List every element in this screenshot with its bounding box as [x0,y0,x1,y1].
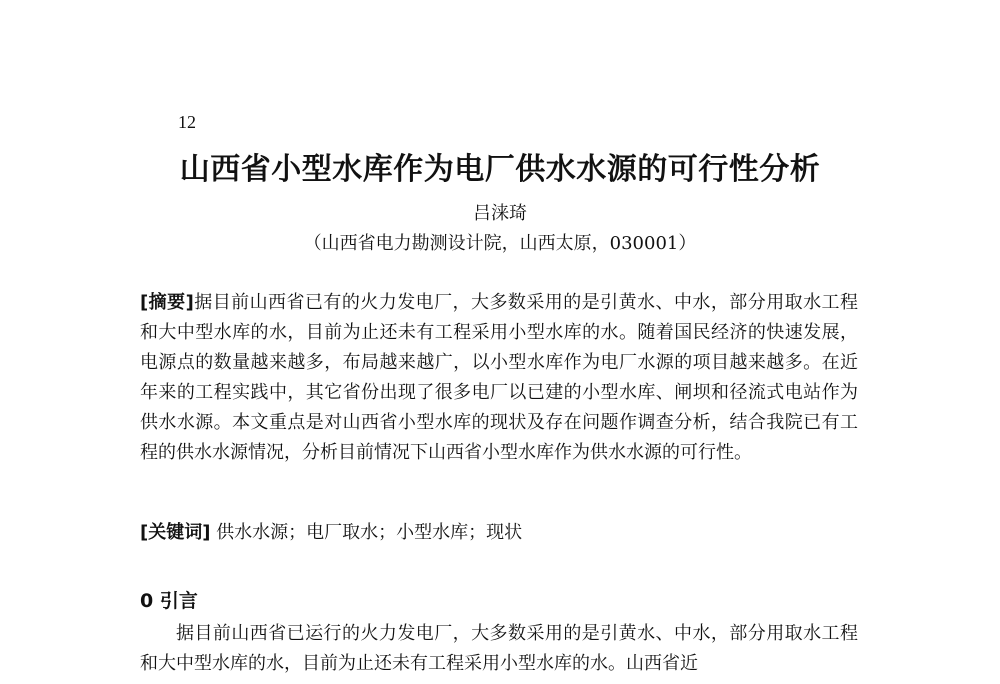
keywords-label: [关键词] [140,522,211,543]
abstract-paragraph [140,288,858,468]
abstract-label: [摘要] [140,292,194,313]
introduction-paragraph: 据目前山西省已运行的火力发电厂，大多数采用的是引黄水、中水，部分用取水工程和大中型水库的水，目前为止还未有工程采用小型水库的水。山西省近 [140,623,858,674]
keywords-line [140,518,858,544]
author-affiliation: （山西省电力勘测设计院，山西太原，030001） [303,233,697,254]
paper-title: 山西省小型水库作为电厂供水水源的可行性分析 [179,152,821,187]
abstract-text: 据目前山西省已有的火力发电厂，大多数采用的是引黄水、中水，部分用取水工程和大中型水库的水，目前为止还未有工程采用小型水库的水。随着国民经济的快速发展，电源点的数量越来越多，布局越来越广，以小型水库作为电厂水源的项目越来越多。在近年来的工程实践中，其它省份出现了很多电厂以已建的小型水库、闸坝和径流式电站作为供水水源。本文重点是对山西省小型水库的现状及存在问题作调查分析，结合我院已有工程的供水水源情况，分析目前情况下山西省小型水库作为供水水源的可行性。 [140,292,859,463]
section-heading-introduction: 0 引言 [140,590,198,612]
page-number: 12 [178,112,196,132]
author-name: 吕涞琦 [473,203,527,224]
keywords-text: 供水水源；电厂取水；小型水库；现状 [210,522,523,543]
